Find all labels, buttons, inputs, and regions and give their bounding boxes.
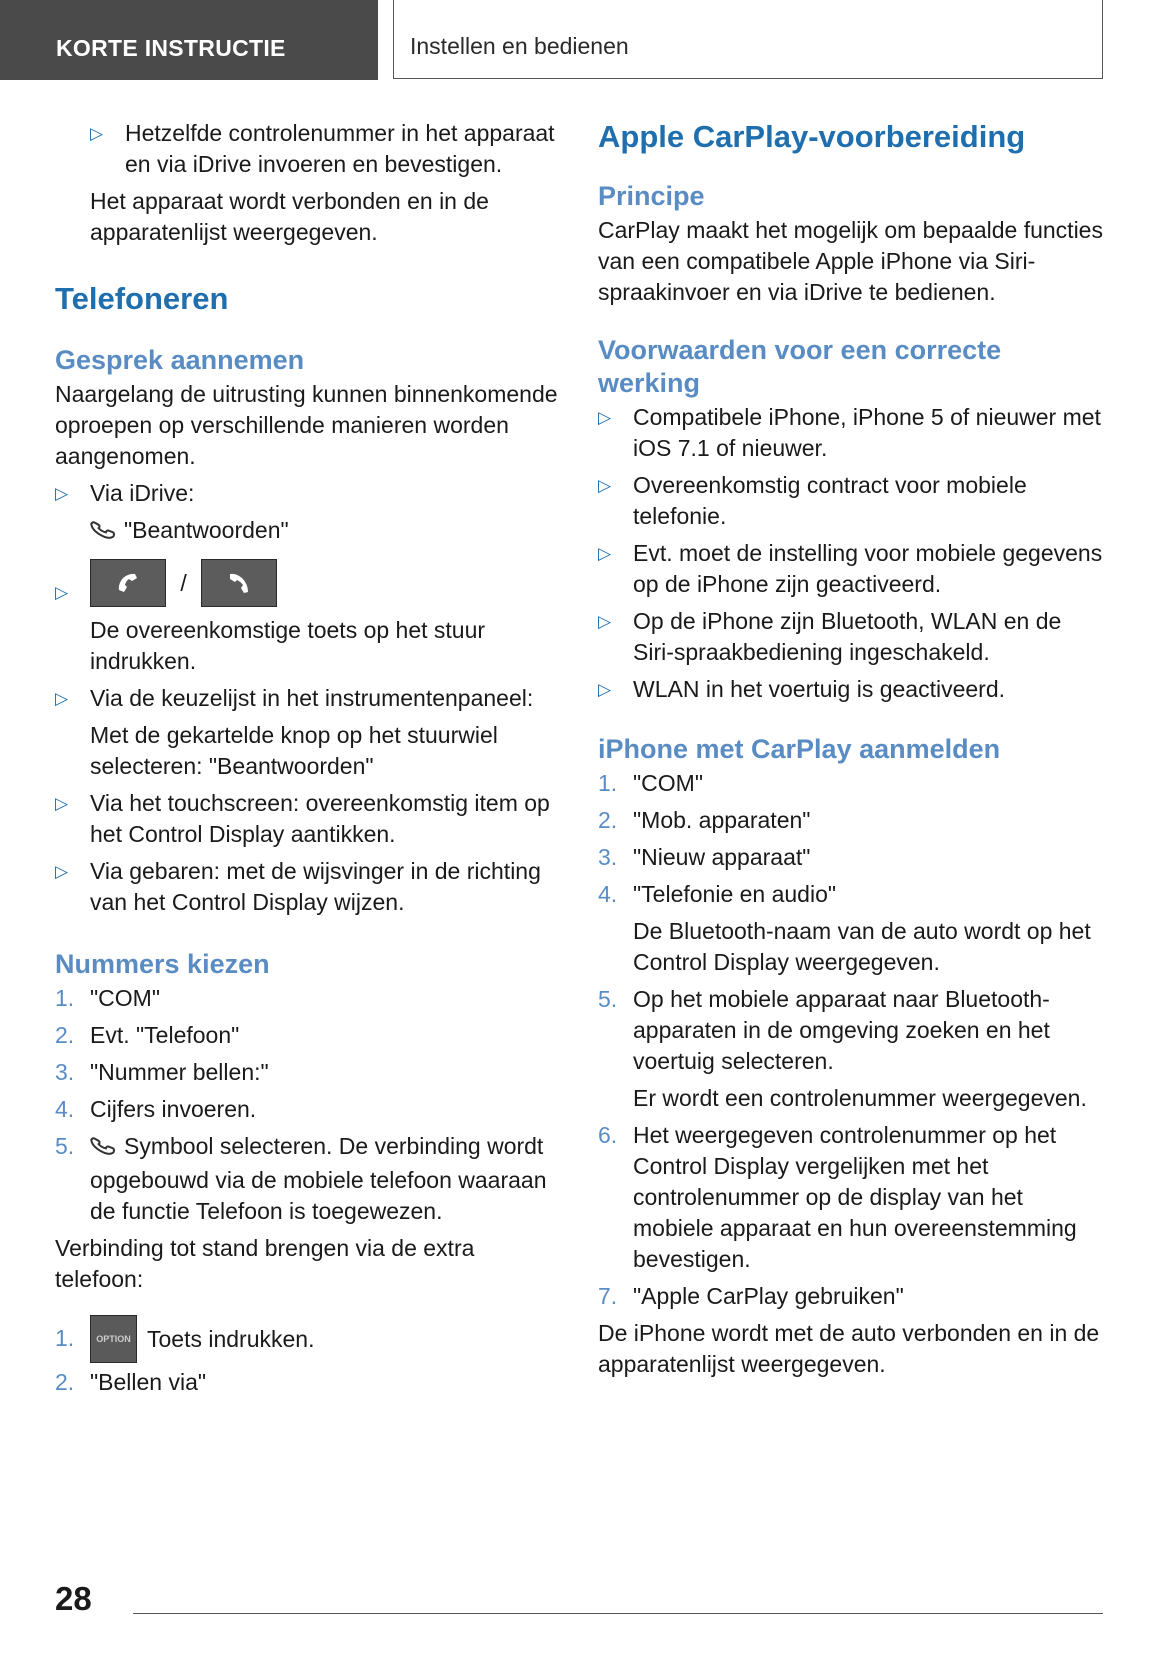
triangle-bullet-icon: ▷ bbox=[90, 124, 104, 143]
list-item: 3. "Nummer bellen:" bbox=[55, 1059, 269, 1085]
triangle-bullet-icon: ▷ bbox=[598, 612, 612, 631]
list-item: ▷ Op de iPhone zijn Bluetooth, WLAN en de Siri-spraakbediening ingeschakeld. bbox=[598, 608, 1062, 665]
body-text: Er wordt een controlenummer weergegeven. bbox=[633, 1085, 1087, 1111]
subheading-voorwaarden: Voorwaarden voor een correcte werking bbox=[598, 335, 1002, 398]
list-item: ▷ Via iDrive: bbox=[55, 478, 560, 509]
section-heading-telefoneren: Telefoneren bbox=[55, 281, 229, 316]
list-item: ▷ Evt. moet de instelling voor mobiele gegevens op de iPhone zijn geactiveerd. bbox=[598, 540, 1103, 597]
list-item: 5. Op het mobiele apparaat naar Bluetooth-apparaten in de omgeving zoeken en het voertuig selecteren. bbox=[598, 986, 1050, 1074]
list-item: 6. Het weergegeven controlenummer op het Control Display vergelijken met het controlenummer op de display van het mobiele apparaat en hun overeenstemming bevestigen. bbox=[598, 1122, 1077, 1272]
left-column bbox=[55, 118, 560, 1398]
subheading-aanmelden: iPhone met CarPlay aanmelden bbox=[598, 734, 1001, 764]
body-text: De overeenkomstige toets op het stuur indrukken. bbox=[90, 617, 486, 674]
list-item: 2. "Bellen via" bbox=[55, 1368, 207, 1395]
list-item: 5. Symbool selecteren. De verbinding wordt opgebouwd via de mobiele telefoon waaraan de functie Telefoon is toegewezen. bbox=[55, 1133, 547, 1224]
menu-path: "Beantwoorden" bbox=[55, 515, 560, 549]
body-text: Verbinding tot stand brengen via de extra telefoon: bbox=[55, 1235, 475, 1292]
subheading-gesprek-aannemen: Gesprek aannemen bbox=[55, 345, 305, 375]
list-item: ▷ Via gebaren: met de wijsvinger in de richting van het Control Display wijzen. bbox=[55, 858, 541, 915]
body-text: Naargelang de uitrusting kunnen binnenkomende oproepen op verschillende manieren worden aangenomen. bbox=[55, 381, 558, 469]
list-item: ▷ Via de keuzelijst in het instrumentenpaneel: bbox=[55, 683, 560, 714]
phone-handset-icon bbox=[90, 1133, 116, 1165]
body-text: De Bluetooth-naam van de auto wordt op het Control Display weergegeven. bbox=[633, 918, 1091, 975]
right-column bbox=[598, 118, 1108, 1380]
list-item: 1. "COM" bbox=[598, 770, 703, 796]
list-item: ▷ WLAN in het voertuig is geactiveerd. bbox=[598, 674, 1108, 705]
subheading-nummers-kiezen: Nummers kiezen bbox=[55, 949, 270, 979]
section-tab: KORTE INSTRUCTIE bbox=[0, 0, 378, 80]
list-item: 7. "Apple CarPlay gebruiken" bbox=[598, 1283, 904, 1309]
section-heading-carplay: Apple CarPlay-voorbereiding bbox=[598, 119, 1026, 154]
list-item: 4. "Telefonie en audio" bbox=[598, 881, 837, 907]
triangle-bullet-icon: ▷ bbox=[55, 484, 69, 503]
list-item: 1. "COM" bbox=[55, 985, 160, 1011]
triangle-bullet-icon: ▷ bbox=[55, 862, 69, 881]
list-item: 3. "Nieuw apparaat" bbox=[598, 844, 811, 870]
accept-call-key-icon bbox=[90, 559, 166, 607]
triangle-bullet-icon: ▷ bbox=[598, 544, 612, 563]
list-item: ▷ Via het touchscreen: overeenkomstig item op het Control Display aantikken. bbox=[55, 790, 550, 847]
body-text: Het apparaat wordt verbonden en in de apparatenlijst weergegeven. bbox=[90, 188, 489, 245]
list-item: ▷ Overeenkomstig contract voor mobiele telefonie. bbox=[598, 472, 1027, 529]
list-item: 1. OPTION Toets indrukken. bbox=[55, 1313, 560, 1363]
triangle-bullet-icon: ▷ bbox=[598, 476, 612, 495]
list-item: 2. "Mob. apparaten" bbox=[598, 807, 811, 833]
triangle-bullet-icon: ▷ bbox=[55, 794, 69, 813]
body-text: De iPhone wordt met de auto verbonden en in de apparatenlijst weergegeven. bbox=[598, 1320, 1100, 1377]
list-item: ▷ / bbox=[55, 559, 560, 609]
footer-divider bbox=[133, 1613, 1103, 1614]
triangle-bullet-icon: ▷ bbox=[598, 680, 612, 699]
end-call-key-icon bbox=[201, 559, 277, 607]
page-number: 28 bbox=[55, 1580, 92, 1617]
chapter-title: Instellen en bedienen bbox=[393, 0, 1103, 79]
triangle-bullet-icon: ▷ bbox=[55, 689, 69, 708]
triangle-bullet-icon: ▷ bbox=[55, 583, 69, 602]
phone-handset-icon bbox=[90, 517, 116, 549]
list-item: ▷ Hetzelfde controlenummer in het apparaat en via iDrive invoeren en bevestigen. bbox=[90, 120, 555, 177]
option-key-icon: OPTION bbox=[90, 1315, 137, 1363]
list-item: ▷ Compatibele iPhone, iPhone 5 of nieuwer met iOS 7.1 of nieuwer. bbox=[598, 404, 1101, 461]
list-item: 2. Evt. "Telefoon" bbox=[55, 1022, 240, 1048]
list-item: 4. Cijfers invoeren. bbox=[55, 1096, 257, 1122]
body-text: CarPlay maakt het mogelijk om bepaalde functies van een compatibele Apple iPhone via Siri-spraakinvoer en via iDrive te bedienen. bbox=[598, 217, 1103, 305]
triangle-bullet-icon: ▷ bbox=[598, 408, 612, 427]
body-text: Met de gekartelde knop op het stuurwiel selecteren: "Beantwoorden" bbox=[90, 722, 498, 779]
subheading-principe: Principe bbox=[598, 181, 705, 211]
